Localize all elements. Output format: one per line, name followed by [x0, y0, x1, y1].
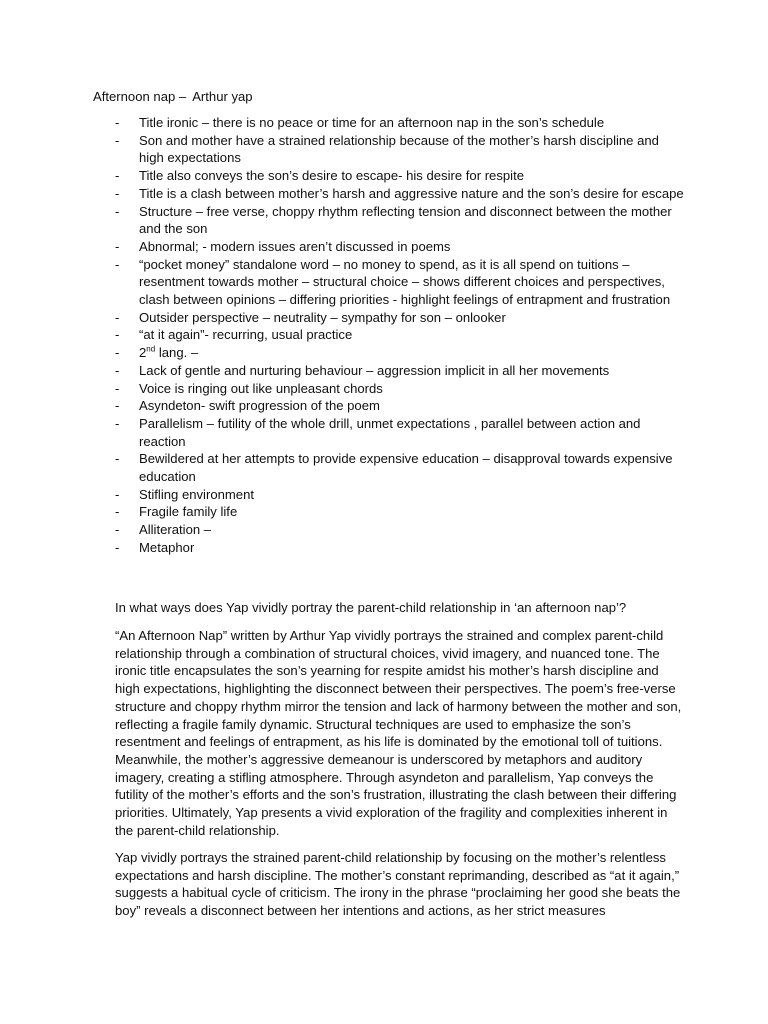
bullet-dash: -: [115, 256, 120, 272]
document-title: [93, 88, 253, 106]
notes-list: [115, 114, 685, 557]
list-item-text: Lack of gentle and nurturing behaviour – aggression implicit in all her movements: [139, 362, 610, 378]
bullet-dash: -: [115, 522, 120, 538]
list-item-text: Structure – free verse, choppy rhythm reflecting tension and disconnect between the mother and the son: [139, 203, 672, 237]
bullet-dash: -: [115, 115, 120, 130]
list-item-text: Title is a clash between mother’s harsh and aggressive nature and the son’s desire for escape: [139, 185, 684, 201]
list-item: [115, 185, 685, 203]
list-item-text: “at it again”- recurring, usual practice: [139, 327, 353, 343]
list-item-text: Bewildered at her attempts to provide expensive education – disapproval towards expensive education: [139, 451, 673, 485]
list-item-text: Parallelism – futility of the whole drill, unmet expectations , parallel between action and reaction: [139, 415, 641, 449]
list-item: [115, 238, 685, 256]
bullet-dash: -: [115, 380, 120, 396]
essay-question: In what ways does Yap vividly portray the parent-child relationship in ‘an afternoon nap’?: [115, 600, 627, 615]
list-item-text: Outsider perspective – neutrality – sympathy for son – onlooker: [139, 309, 506, 325]
list-item: [115, 380, 685, 398]
list-item: [115, 256, 685, 309]
list-item-text-superscript: nd: [146, 344, 156, 354]
list-item: [115, 132, 685, 167]
bullet-dash: -: [115, 345, 120, 361]
list-item-text: Voice is ringing out like unpleasant chords: [139, 380, 383, 396]
bullet-dash: -: [115, 504, 120, 520]
bullet-dash: -: [115, 185, 120, 201]
list-item-text: Stifling environment: [139, 486, 254, 502]
list-item: [115, 397, 685, 415]
list-item: [115, 326, 685, 344]
bullet-dash: -: [115, 327, 120, 343]
list-item-text: Metaphor: [139, 539, 195, 555]
list-item-text: Title ironic – there is no peace or time for an afternoon nap in the son’s schedule: [139, 115, 605, 130]
list-item: [115, 486, 685, 504]
bullet-dash: -: [115, 238, 120, 254]
essay-paragraph: Yap vividly portrays the strained parent-child relationship by focusing on the mother’s relentless expectations and harsh discipline. The mother’s constant reprimanding, described as “at it again,” suggests a habitual cycle of criticism. The irony in the phrase “proclaiming her good she beats the boy” reveals a disconnect between her intentions and actions, as her strict measures: [115, 850, 681, 919]
list-item: [115, 167, 685, 185]
poem-author: Arthur yap: [192, 89, 253, 104]
bullet-dash: -: [115, 203, 120, 219]
essay-paragraph: “An Afternoon Nap” written by Arthur Yap vividly portrays the strained and complex parent-child relationship through a combination of structural choices, vivid imagery, and nuanced tone. The ironic title encapsulates the son’s yearning for respite amidst his mother’s harsh discipline and high expectations, highlighting the disconnect between their perspectives. The poem’s free-verse structure and choppy rhythm mirror the tension and lack of harmony between the mother and son, reflecting a fragile family dynamic. Structural techniques are used to emphasize the son’s resentment and feelings of entrapment, as his life is dominated by the emotional toll of tuitions. Meanwhile, the mother’s aggressive demeanour is underscored by metaphors and auditory imagery, creating a stifling atmosphere. Through asyndeton and parallelism, Yap conveys the futility of the mother’s efforts and the son’s frustration, illustrating the clash between their differing priorities. Ultimately, Yap presents a vivid exploration of the fragility and complexities inherent in the parent-child relationship.: [115, 628, 682, 838]
list-item-text: Title also conveys the son’s desire to escape- his desire for respite: [139, 168, 524, 184]
list-item-text: Alliteration –: [139, 522, 212, 538]
bullet-dash: -: [115, 309, 120, 325]
list-item-text: Abnormal; - modern issues aren’t discussed in poems: [139, 238, 451, 254]
list-item: [115, 450, 685, 485]
poem-title: Afternoon nap –: [93, 89, 187, 104]
list-item: [115, 362, 685, 380]
list-item-text: Son and mother have a strained relationship because of the mother’s harsh discipline and high expectations: [139, 132, 659, 166]
bullet-dash: -: [115, 168, 120, 184]
bullet-dash: -: [115, 362, 120, 378]
bullet-dash: -: [115, 451, 120, 467]
list-item: [115, 503, 685, 521]
bullet-dash: -: [115, 539, 120, 555]
bullet-dash: -: [115, 415, 120, 431]
list-item: [115, 309, 685, 327]
list-item: [115, 415, 685, 450]
list-item: [115, 114, 685, 132]
list-item-text-rest: lang. –: [155, 345, 199, 361]
list-item: [115, 539, 685, 557]
list-item: [115, 344, 685, 362]
list-item-text-number: 2: [139, 345, 147, 361]
list-item: [115, 203, 685, 238]
bullet-dash: -: [115, 132, 120, 148]
bullet-dash: -: [115, 486, 120, 502]
list-item-text: “pocket money” standalone word – no money to spend, as it is all spend on tuitions – resentment towards mother – structural choice – shows different choices and perspectives, clash between opinions – differing priorities - highlight feelings of entrapment and frustration: [139, 256, 671, 308]
list-item: [115, 521, 685, 539]
bullet-dash: -: [115, 398, 120, 414]
list-item-text: Fragile family life: [139, 504, 238, 520]
list-item-text: Asyndeton- swift progression of the poem: [139, 398, 380, 414]
